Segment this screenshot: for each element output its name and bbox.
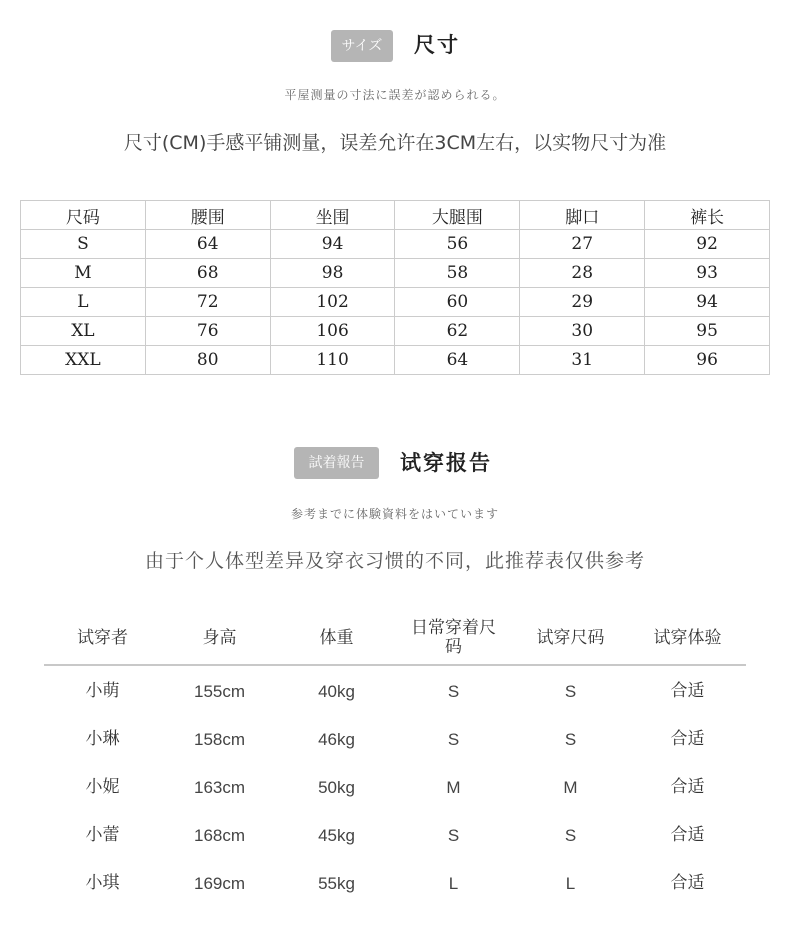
tester-name: 小萌 (85, 680, 120, 701)
table-cell: 80 (145, 346, 270, 375)
table-row (44, 859, 746, 907)
trial-header-cell: 日常穿着尺码 (411, 618, 496, 657)
table-row (21, 288, 770, 317)
table-cell: 56 (395, 230, 520, 259)
table-cell: XXL (21, 346, 146, 375)
tester-height: 163cm (193, 777, 246, 797)
table-cell: M (21, 259, 146, 288)
tester-weight: 40kg (318, 681, 355, 701)
tester-weight: 45kg (318, 825, 355, 845)
table-cell: 27 (520, 230, 645, 259)
trial-badge: 試着報告 (294, 447, 379, 479)
table-cell: 106 (270, 317, 395, 346)
table-cell: 72 (145, 288, 270, 317)
usual-size: S (447, 681, 460, 701)
size-jp-subtitle: 平屋测量の寸法に誤差が認められる。 (284, 88, 506, 102)
tester-name: 小琪 (85, 872, 120, 893)
tester-name: 小琳 (85, 728, 120, 749)
usual-size: S (447, 729, 460, 749)
table-cell: 28 (520, 259, 645, 288)
trial-experience: 合适 (670, 776, 705, 797)
tester-name: 小妮 (85, 776, 120, 797)
table-cell: 31 (520, 346, 645, 375)
table-cell: 94 (270, 230, 395, 259)
trial-table-header-row (44, 612, 746, 666)
table-row (21, 317, 770, 346)
table-cell: 92 (645, 230, 770, 259)
trial-experience: 合适 (670, 728, 705, 749)
size-title: 尺寸 (414, 33, 460, 57)
table-cell: 110 (270, 346, 395, 375)
table-cell: 60 (395, 288, 520, 317)
trial-experience: 合适 (670, 824, 705, 845)
table-row (21, 346, 770, 375)
table-cell: 96 (645, 346, 770, 375)
tester-weight: 55kg (318, 873, 355, 893)
table-cell: 94 (645, 288, 770, 317)
table-cell: 102 (270, 288, 395, 317)
tester-height: 158cm (193, 729, 246, 749)
table-cell: L (21, 288, 146, 317)
table-cell: 93 (645, 259, 770, 288)
trial-header-cell: 试穿者 (77, 627, 128, 648)
size-header-cell: 腰围 (145, 201, 270, 230)
trial-header-cell: 体重 (319, 627, 354, 648)
table-cell: 29 (520, 288, 645, 317)
tester-name: 小蕾 (85, 824, 120, 845)
size-header-cell: 脚口 (520, 201, 645, 230)
trial-jp-subtitle: 参考までに体験資料をはいています (290, 507, 499, 521)
trial-header-cell: 试穿尺码 (536, 627, 605, 648)
trial-size: M (563, 777, 578, 797)
trial-header-cell: 试穿体验 (653, 627, 722, 648)
size-badge: サイズ (331, 30, 393, 62)
tester-height: 169cm (193, 873, 246, 893)
table-row (44, 667, 746, 715)
table-row (21, 230, 770, 259)
trial-header-cell: 身高 (202, 627, 237, 648)
table-cell: 98 (270, 259, 395, 288)
tester-weight: 50kg (318, 777, 355, 797)
table-cell: 30 (520, 317, 645, 346)
size-table-header-row (21, 201, 770, 230)
size-note: 尺寸(CM)手感平铺测量，误差允许在3CM左右，以实物尺寸为准 (123, 132, 667, 154)
table-cell: 64 (145, 230, 270, 259)
tester-height: 155cm (193, 681, 246, 701)
tester-height: 168cm (193, 825, 246, 845)
trial-size: S (564, 729, 577, 749)
table-cell: S (21, 230, 146, 259)
usual-size: S (447, 825, 460, 845)
table-row (21, 259, 770, 288)
trial-size: S (564, 825, 577, 845)
table-cell: 64 (395, 346, 520, 375)
table-row (44, 811, 746, 859)
table-row (44, 763, 746, 811)
trial-experience: 合适 (670, 872, 705, 893)
table-cell: 58 (395, 259, 520, 288)
table-cell: 95 (645, 317, 770, 346)
usual-size: L (448, 873, 459, 893)
trial-title: 试穿报告 (400, 451, 492, 475)
usual-size: M (446, 777, 461, 797)
trial-note: 由于个人体型差异及穿衣习惯的不同，此推荐表仅供参考 (144, 550, 645, 572)
size-header-cell: 裤长 (645, 201, 770, 230)
table-cell: XL (21, 317, 146, 346)
size-header-cell: 坐围 (270, 201, 395, 230)
table-cell: 76 (145, 317, 270, 346)
trial-table (44, 612, 746, 907)
trial-size: S (564, 681, 577, 701)
table-cell: 68 (145, 259, 270, 288)
table-row (44, 715, 746, 763)
trial-size: L (565, 873, 576, 893)
size-table (20, 200, 770, 375)
table-cell: 62 (395, 317, 520, 346)
size-header-cell: 尺码 (21, 201, 146, 230)
trial-experience: 合适 (670, 680, 705, 701)
size-header-cell: 大腿围 (395, 201, 520, 230)
tester-weight: 46kg (318, 729, 355, 749)
